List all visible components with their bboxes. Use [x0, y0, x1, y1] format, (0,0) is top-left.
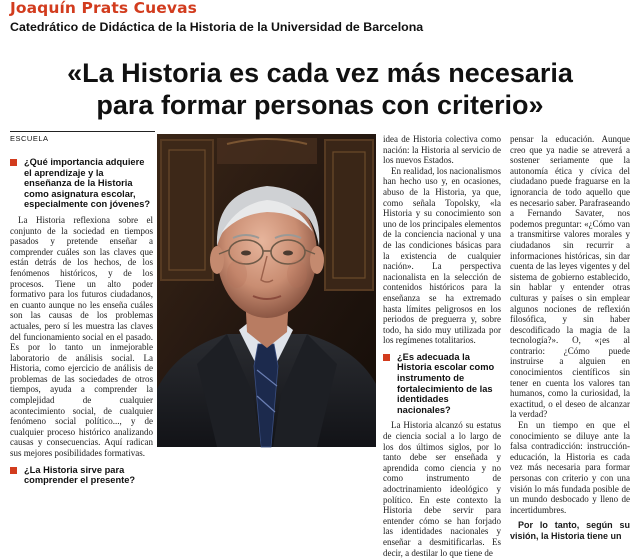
interview-question: ¿La Historia sirve para comprender el presente? [10, 465, 153, 486]
article-paragraph-bold: Por lo tanto, según su visión, la Historia tiene un [510, 520, 630, 541]
interview-question: ¿Es adecuada la Historia escolar como instrumento de fortalecimiento de las identidades nacionales? [383, 352, 501, 416]
section-divider [10, 131, 155, 132]
author-affiliation: Catedrático de Didáctica de la Historia de la Universidad de Barcelona [10, 20, 424, 34]
article-column-1 [10, 151, 153, 486]
article-paragraph: pensar la educación. Aunque creo que ya nadie se atreverá a sostener seriamente que la autonomía ética y cívica del ciudadano puede fraguarse en la ignorancia de todo aquello que es necesario saber. Parafraseando a Fernando Savater, nos podemos preguntar: «¿Cómo van a transmitirse valores morales y ciudadanos sin recurrir a informaciones históricas, sin dar cuenta de las leyes vigentes y del sistema de gobierno establecido, sin hablar y entender otras culturas y países o sin emplear algunos nociones de reflexión filosófica, y sin haber descodificado la magia de la tecnología?». O, «¡es al contrario: ¿Cómo puede instruirse a alguien en conocimientos científicos sin tener en cuenta los valores tan humanos, como la curiosidad, la exactitud, o el deseo de alcanzar la verdad? [510, 134, 630, 420]
article-paragraph: La Historia reflexiona sobre el conjunto de la sociedad en tiempos pasados y pretende enseñar a comprender cuáles son las claves que están detrás de los hechos, de los fenómenos históricos, y de los procesos. Tiene un alto poder formativo para los futuros ciudadanos, en cuanto aunque no les enseña cuáles son las causas de los problemas actuales, pero sí les muestra las claves del funcionamiento social en el pasado. Es por lo tanto un inmejorable laboratorio de análisis social. La Historia, como ejercicio de análisis de problemas de las sociedades de otros tiempos, ayuda a comprender la complejidad de cualquier acontecimiento social, de cualquier fenómeno social político..., y de cualquier proceso histórico analizando causas y consecuencias. Aquí radican sus mejores posibilidades formativas. [10, 214, 153, 459]
article-paragraph: En un tiempo en que el conocimiento se diluye ante la falsa contradicción: instrucción-educación, la Historia es cada vez más necesaria para formar personas con criterio y con una visión lo más fundada posible de un mundo desbocado y lleno de incertidumbres. [510, 420, 630, 515]
article-paragraph: La Historia alcanzó su estatus de ciencia social a lo largo de los dos últimos siglos, por lo tanto debe ser enseñada y aprendida como ciencia y no como instrumento de adoctrinamiento ideológico y político. En este contexto la Historia debe servir para entender cómo se han forjado las identidades nacionales y enseñar a desmitificarlas. Es decir, a destilar lo que tiene de [383, 420, 501, 558]
interview-question: ¿Qué importancia adquiere el aprendizaje y la enseñanza de la Historia como asignatura escolar, especialmente con jóvenes? [10, 157, 153, 210]
article-column-3 [510, 134, 630, 541]
section-label: ESCUELA [10, 134, 49, 143]
article-column-2 [383, 134, 501, 558]
article-paragraph: En realidad, los nacionalismos han hecho uso y, en ocasiones, abuso de la Historia, ya que, como señala Topolsky, «la Historia y su conocimiento son uno de los principales elementos de la conciencia nacional y una de las condiciones básicas para la existencia de cualquier nación». La perspectiva nacionalista en la selección de contenidos históricos para la enseñanza se ha extremado hasta límites peligrosos en los periodos de preguerra y, sobre todo, ha sido muy utilizada por los regímenes totalitarios. [383, 165, 501, 346]
portrait-photo [157, 134, 376, 447]
headline-line-1: «La Historia es cada vez más necesaria [67, 58, 573, 88]
headline-line-2: para formar personas con criterio» [96, 90, 544, 120]
author-name: Joaquín Prats Cuevas [10, 0, 197, 17]
article-headline [0, 57, 640, 121]
article-paragraph: idea de Historia colectiva como nación: la Historia al servicio de los nuevos Estados. [383, 134, 501, 166]
